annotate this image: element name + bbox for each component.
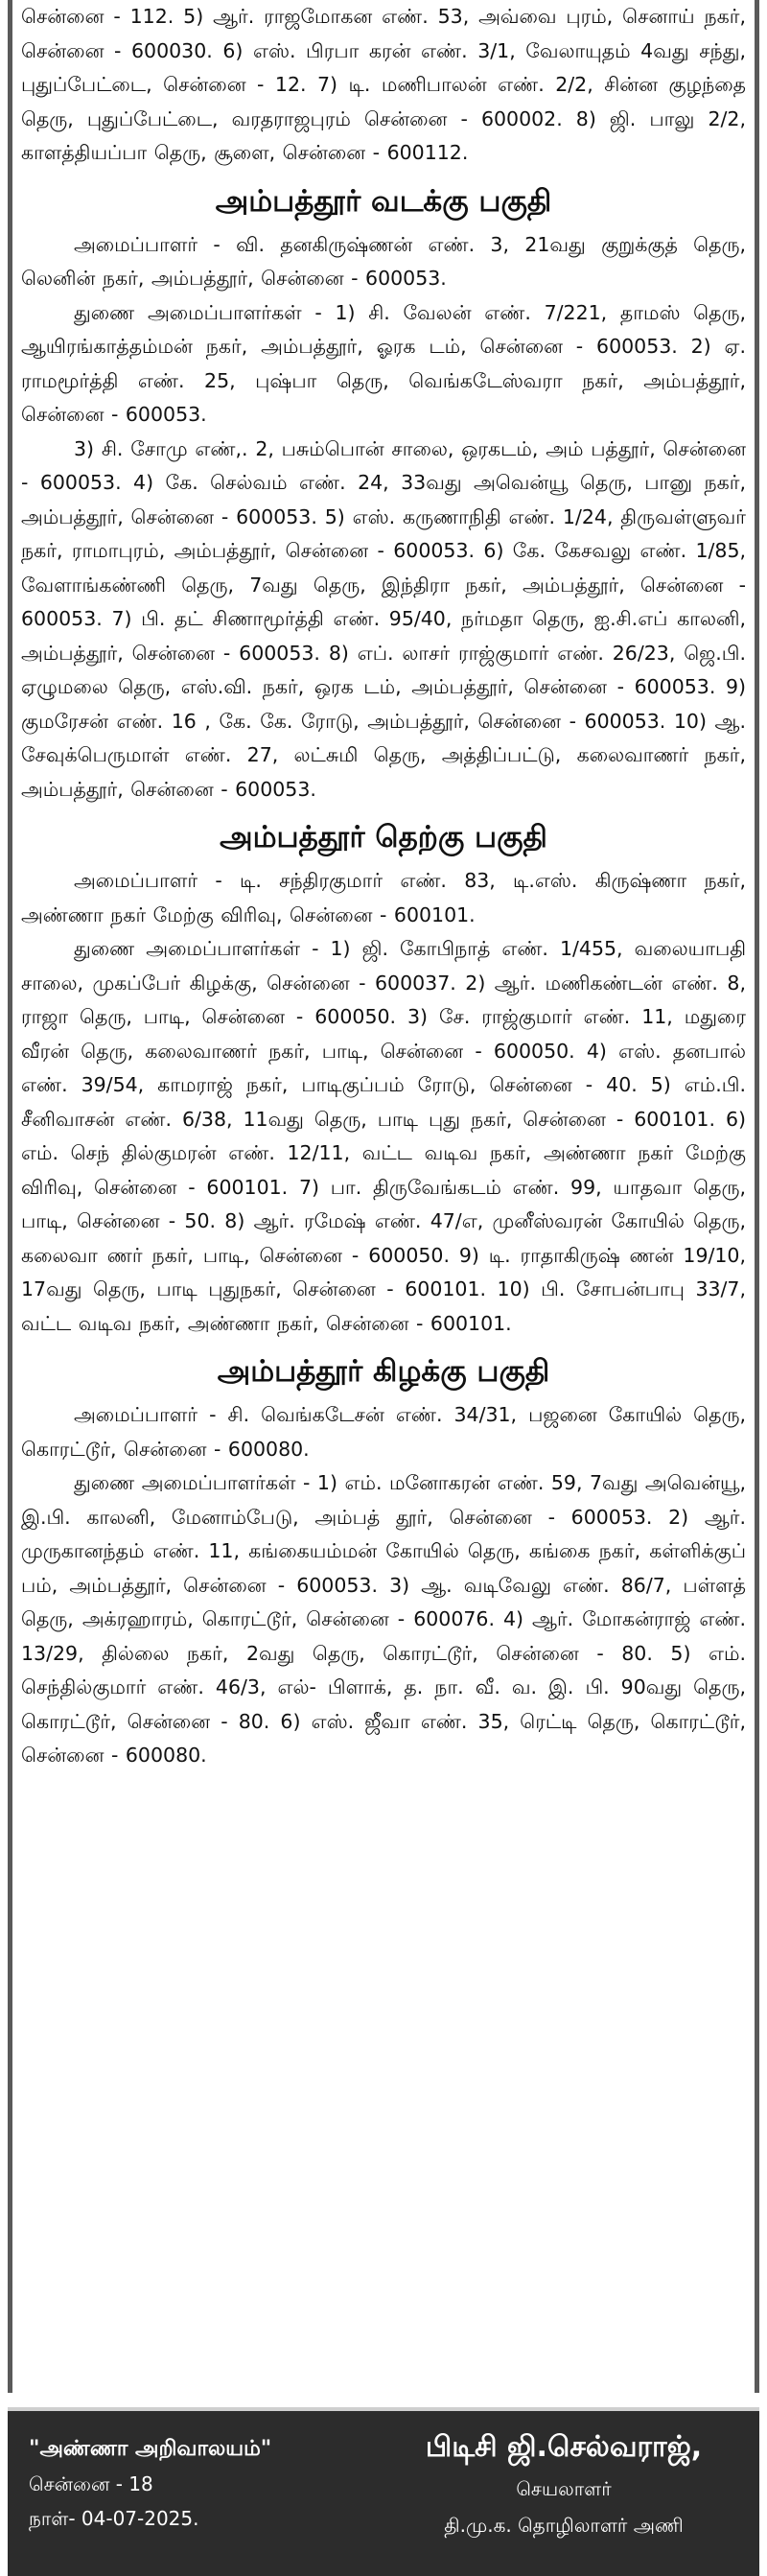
east-organizer-paragraph: அமைப்பாளர் - சி. வெங்கடேசன் எண். 34/31, பஜனை கோயில் தெரு, கொரட்டூர், சென்னை - 600080.: [21, 1403, 746, 1461]
footer-signatory: [382, 2424, 746, 2543]
section-heading-east: அம்பத்தூர் கிழக்கு பகுதி: [217, 1354, 550, 1389]
south-organizer-paragraph: அமைப்பாளர் - டி. சந்திரகுமார் எண். 83, டி.எஸ். கிருஷ்ணா நகர், அண்ணா நகர் மேற்கு விரிவு, சென்னை - 600101.: [21, 869, 746, 926]
footer-signature-block: [8, 2407, 759, 2576]
north-deputies-paragraph: துணை அமைப்பாளர்கள் - 1) சி. வேலன் எண். 7/221, தாமஸ் தெரு, ஆயிரங்காத்தம்மன் நகர், அம்பத்தூர், ஓரக டம், சென்னை - 600053. 2) ஏ. ராமமூர்த்தி எண். 25, புஷ்பா தெரு, வெங்கடேஸ்வரா நகர், அம்பத்தூர், சென்னை - 600053.: [21, 300, 746, 426]
footer-date: நாள்- 04-07-2025.: [29, 2507, 199, 2530]
notice-body: [21, 0, 746, 1773]
signatory-org: தி.மு.க. தொழிலாளர் அணி: [444, 2514, 684, 2537]
north-organizer-paragraph: அமைப்பாளர் - வி. தனகிருஷ்ணன் எண். 3, 21வது குறுக்குத் தெரு, லெனின் நகர், அம்பத்தூர், சென்னை - 600053.: [21, 232, 746, 290]
north-deputies-continued-paragraph: 3) சி. சோமு எண்,. 2, பசும்பொன் சாலை, ஒரகடம், அம் பத்தூர், சென்னை - 600053. 4) கே. செல்வம் எண். 24, 33வது அவென்யூ தெரு, பானு நகர், அம்பத்தூர், சென்னை - 600053. 5) எஸ். கருணாநிதி எண். 1/24, திருவள்ளுவர் நகர், ராமாபுரம், அம்பத்தூர், சென்னை - 600053. 6) கே. கேசவலு எண். 1/85, வேளாங்கண்ணி தெரு, 7வது தெரு, இந்திரா நகர், அம்பத்தூர், சென்னை - 600053. 7) பி. தட் சிணாமூர்த்தி எண். 95/40, நர்மதா தெரு, ஐ.சி.எப் காலனி, அம்பத்தூர், சென்னை - 600053. 8) எப். லாசர் ராஜ்குமார் எண். 26/23, ஜெ.பி. ஏழுமலை தெரு, எஸ்.வி. நகர், ஒரக டம், அம்பத்தூர், சென்னை - 600053. 9) குமரேசன் எண். 16 , கே. கே. ரோடு, அம்பத்தூர், சென்னை - 600053. 10) ஆ. சேவுக்பெருமாள் எண். 27, லட்சுமி தெரு, அத்திப்பட்டு, கலைவாணர் நகர், அம்பத்தூர், சென்னை - 600053.: [21, 436, 746, 801]
signatory-name: பிடிசி ஜி.செல்வராஜ்,: [425, 2430, 703, 2464]
section-heading-south: அம்பத்தூர் தெற்கு பகுதி: [220, 820, 547, 855]
east-deputies-paragraph: துணை அமைப்பாளர்கள் - 1) எம். மனோகரன் எண். 59, 7வது அவென்யூ, இ.பி. காலனி, மேனாம்பேடு, அம்பத் தூர், சென்னை - 600053. 2) ஆர். முருகானந்தம் எண். 11, கங்கையம்மன் கோயில் தெரு, கங்கை நகர், கள்ளிக்குப் பம், அம்பத்தூர், சென்னை - 600053. 3) ஆ. வடிவேலு எண். 86/7, பள்ளத் தெரு, அக்ரஹாரம், கொரட்டூர், சென்னை - 600076. 4) ஆர். மோகன்ராஜ் எண். 13/29, தில்லை நகர், 2வது தெரு, கொரட்டூர், சென்னை - 80. 5) எம். செந்தில்குமார் எண். 46/3, எல்- பிளாக், த. நா. வீ. வ. இ. பி. 90வது தெரு, கொரட்டூர், சென்னை - 80. 6) எஸ். ஜீவா எண். 35, ரெட்டி தெரு, கொரட்டூர், சென்னை - 600080.: [21, 1471, 747, 1767]
south-deputies-paragraph: துணை அமைப்பாளர்கள் - 1) ஜி. கோபிநாத் எண். 1/455, வலையாபதி சாலை, முகப்பேர் கிழக்கு, சென்னை - 600037. 2) ஆர். மணிகண்டன் எண். 8, ராஜா தெரு, பாடி, சென்னை - 600050. 3) சே. ராஜ்குமார் எண். 11, மதுரை வீரன் தெரு, கலைவாணர் நகர், பாடி, சென்னை - 600050. 4) எஸ். தனபால் எண். 39/54, காமராஜ் நகர், பாடிகுப்பம் ரோடு, சென்னை - 40. 5) எம்.பி. சீனிவாசன் எண். 6/38, 11வது தெரு, பாடி புது நகர், சென்னை - 600101. 6) எம். செந் தில்குமரன் எண். 12/11, வட்ட வடிவ நகர், அண்ணா நகர் மேற்கு விரிவு, சென்னை - 600101. 7) பா. திருவேங்கடம் எண். 99, யாதவா தெரு, பாடி, சென்னை - 50. 8) ஆர். ரமேஷ் எண். 47/எ, முனீஸ்வரன் கோயில் தெரு, கலைவா ணர் நகர், பாடி, சென்னை - 600050. 9) டி. ராதாகிருஷ் ணன் 19/10, 17வது தெரு, பாடி புதுநகர், சென்னை - 600101. 10) பி. சோபன்பாபு 33/7, வட்ட வடிவ நகர், அண்ணா நகர், சென்னை - 600101.: [21, 937, 747, 1335]
signatory-role: செயலாளர்: [516, 2477, 612, 2500]
top-continuation-paragraph: சென்னை - 112. 5) ஆர். ராஜமோகன எண். 53, அவ்வை புரம், செனாய் நகர், சென்னை - 600030. 6) எஸ். பிரபா கரன் எண். 3/1, வேலாயுதம் 4வது சந்து, புதுப்பேட்டை, சென்னை - 12. 7) டி. மணிபாலன் எண். 2/2, சின்ன குழந்தை தெரு, புதுப்பேட்டை, வரதராஜபுரம் சென்னை - 600002. 8) ஜி. பாலு 2/2, காளத்தியப்பா தெரு, சூளை, சென்னை - 600112.: [21, 5, 746, 164]
footer-city: சென்னை - 18: [29, 2472, 153, 2495]
footer-place-title: "அண்ணா அறிவாலயம்": [29, 2437, 272, 2461]
right-border-rule: [755, 0, 759, 2393]
footer-place-date: [29, 2432, 355, 2536]
left-border-rule: [8, 0, 12, 2393]
section-heading-north: அம்பத்தூர் வடக்கு பகுதி: [215, 183, 552, 219]
